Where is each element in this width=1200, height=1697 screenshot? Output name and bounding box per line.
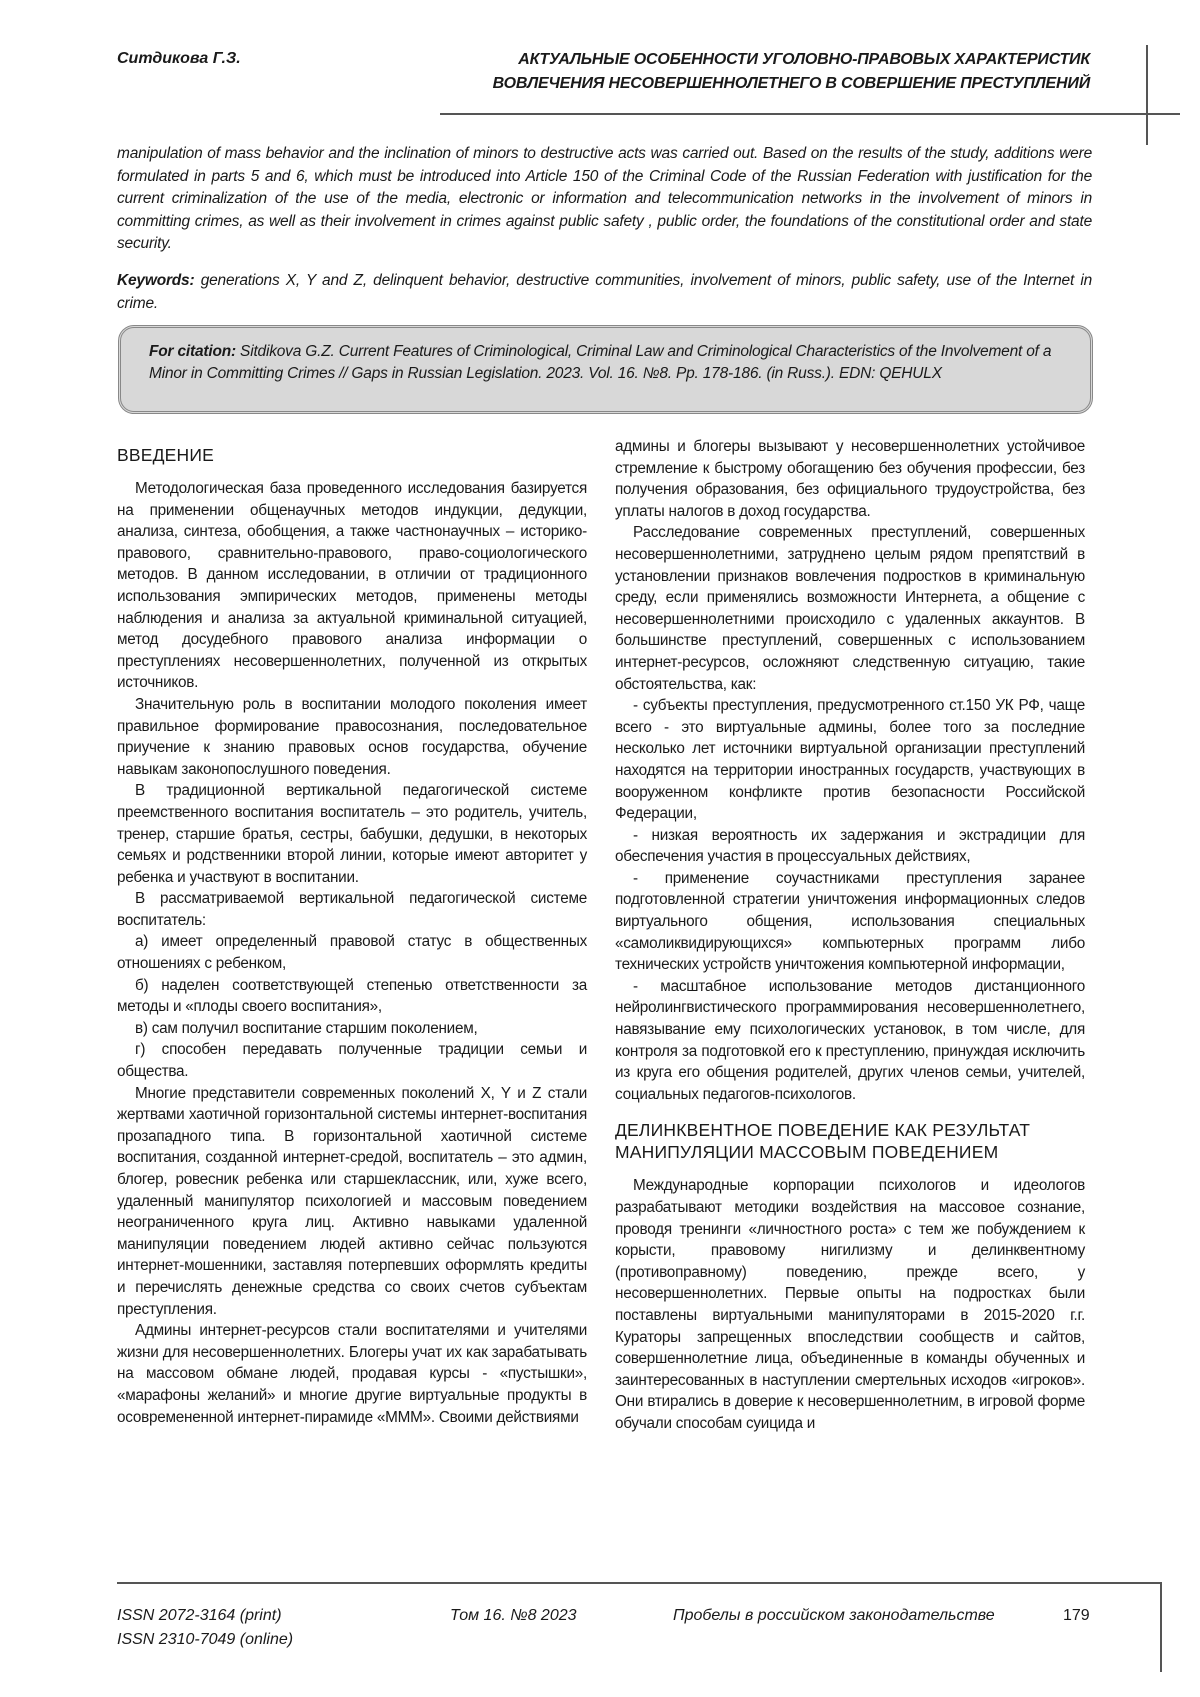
header-vertical-rule [1146,45,1148,145]
paragraph: в) сам получил воспитание старшим поколением, [117,1018,587,1040]
paragraph: г) способен передавать полученные традиции семьи и общества. [117,1039,587,1082]
footer-vertical-rule [1160,1582,1162,1672]
paragraph: Методологическая база проведенного исследования базируется на применении общенаучных методов индукции, дедукции, анализа, синтеза, обобщения, а также частнонаучных – историко-правового, сравнительно-правового, право-социологического методов. В данном исследовании, в отличии от традиционного использования эмпирических методов, применены методы наблюдения и анализа за актуальной криминальной ситуацией, метод досудебного правового анализа информации о преступлениях несовершеннолетних, полученной из открытых источников. [117,478,587,694]
paragraph: - субъекты преступления, предусмотренного ст.150 УК РФ, чаще всего - это виртуальные админы, более того за последние несколько лет источники виртуальной организации преступлений находятся на территории иностранных государств, участвующих в вооруженном конфликте против безопасности Российской Федерации, [615,695,1085,825]
paragraph: а) имеет определенный правовой статус в общественных отношениях с ребенком, [117,931,587,974]
section-heading: ДЕЛИНКВЕНТНОЕ ПОВЕДЕНИЕ КАК РЕЗУЛЬТАТ МАНИПУЛЯЦИИ МАССОВЫМ ПОВЕДЕНИЕМ [615,1119,1085,1163]
running-author: Ситдикова Г.З. [117,50,241,68]
paragraph: - низкая вероятность их задержания и экстрадиции для обеспечения участия в процессуальных действиях, [615,825,1085,868]
footer-journal: Пробелы в российском законодательстве [673,1604,995,1628]
paragraph: В традиционной вертикальной педагогической системе преемственного воспитания воспитатель – это родитель, учитель, тренер, старшие братья, сестры, бабушки, дедушки, в некоторых семьях и родственники второй линии, которые имеют авторитет у ребенка и участвуют в воспитании. [117,780,587,888]
paragraph: Расследование современных преступлений, совершенных несовершеннолетними, затруднено целым рядом препятствий в установлении признаков вовлечения подростков в криминальную среду, если применялись возможности Интернета, а общение с несовершеннолетними происходило с удаленных аккаунтов. В большинстве преступлений, совершенных с использованием интернет-ресурсов, осложняют следственную ситуацию, такие обстоятельства, как: [615,522,1085,695]
paragraph: админы и блогеры вызывают у несовершеннолетних устойчивое стремление к быстрому обогащению без обучения профессии, без получения образования, без официального трудоустройства, без уплаты налогов в доход государства. [615,436,1085,522]
header-rule [440,113,1180,115]
keywords: Keywords: generations X, Y and Z, delinquent behavior, destructive communities, involvement of minors, public safety, use of the Internet in crime. [117,270,1092,315]
paragraph: - масштабное использование методов дистанционного нейролингвистического программирования несовершеннолетнего, навязывание ему психологических установок, в том числе, для контроля за подготовкой его к преступлению, принуждая исключить из круга его общения родителей, других членов семьи, учителей, социальных педагогов-психологов. [615,976,1085,1106]
paragraph: - применение соучастниками преступления заранее подготовленной стратегии уничтожения информационных следов виртуального общения, использования специальных «самоликвидирующихся» компьютерных программ либо технических устройств уничтожения компьютерной информации, [615,868,1085,976]
footer-volume: Том 16. №8 2023 [450,1604,577,1628]
section-heading: ВВЕДЕНИЕ [117,444,587,466]
paragraph: Международные корпорации психологов и идеологов разрабатывают методики воздействия на массовое сознание, проводя тренинги «личностного роста» с тем же побуждением к корысти, правовому нигилизму и делинквентному (противоправному) поведению, прежде всего, у несовершеннолетних. Первые опыты на подростках были поставлены виртуальными манипуляторами в 2015-2020 г.г. Кураторы запрещенных впоследствии сообществ и сайтов, совершеннолетние лица, объединенные в команды обученных и заинтересованных в наступлении смертельных исходов «игроков». Они втирались в доверие к несовершеннолетним, в игровой форме обучали способам суицида и [615,1175,1085,1434]
paragraph: Многие представители современных поколений X, Y и Z стали жертвами хаотичной горизонтальной системы интернет-воспитания прозападного типа. В горизонтальной хаотичной системе воспитания, созданной интернет-средой, воспитатель – это админ, блогер, ровесник ребенка или старшеклассник, или, хуже всего, удаленный манипулятор психологией и массовым поведением неограниченного круга лиц. Активно навыками удаленной манипуляции поведением людей активно сейчас пользуются интернет-мошенники, заставляя потерпевших оформлять кредиты и перечислять денежные средства со своих счетов субъектам преступления. [117,1083,587,1321]
right-column [615,436,1085,1435]
footer-issn: ISSN 2072-3164 (print) ISSN 2310-7049 (online) [117,1604,293,1652]
left-column [117,438,587,1428]
running-title: АКТУАЛЬНЫЕ ОСОБЕННОСТИ УГОЛОВНО-ПРАВОВЫХ ХАРАКТЕРИСТИК ВОВЛЕЧЕНИЯ НЕСОВЕРШЕННОЛЕТНЕГО В СОВЕРШЕНИЕ ПРЕСТУПЛЕНИЙ [493,48,1090,96]
paragraph: б) наделен соответствующей степенью ответственности за методы и «плоды своего воспитания», [117,975,587,1018]
citation-box: For citation: Sitdikova G.Z. Current Features of Criminological, Criminal Law and Criminological Characteristics of the Involvement of a Minor in Committing Crimes // Gaps in Russian Legislation. 2023. Vol. 16. №8. Pp. 178-186. (in Russ.). EDN: QEHULX [118,325,1093,414]
paragraph: Админы интернет-ресурсов стали воспитателями и учителями жизни для несовершеннолетних. Блогеры учат их как зарабатывать на массовом обмане людей, продавая курсы - «пустышки», «марафоны желаний» и многие другие виртуальные продукты в осовремененной интернет-пирамиде «МММ». Своими действиями [117,1320,587,1428]
page-number: 179 [1063,1604,1090,1628]
paragraph: Значительную роль в воспитании молодого поколения имеет правильное формирование правосознания, последовательное приучение к знанию правовых основ государства, обучение навыкам законопослушного поведения. [117,694,587,780]
abstract-text: manipulation of mass behavior and the inclination of minors to destructive acts was carried out. Based on the results of the study, additions were formulated in parts 5 and 6, which must be introduced into Article 150 of the Criminal Code of the Russian Federation with justification for the current criminalization of the use of the media, electronic or information and telecommunication networks in the involvement of minors in committing crimes, as well as their involvement in crimes against public safety , public order, the foundations of the constitutional order and state security. [117,143,1092,256]
paragraph: В рассматриваемой вертикальной педагогической системе воспитатель: [117,888,587,931]
footer-rule [117,1582,1162,1584]
